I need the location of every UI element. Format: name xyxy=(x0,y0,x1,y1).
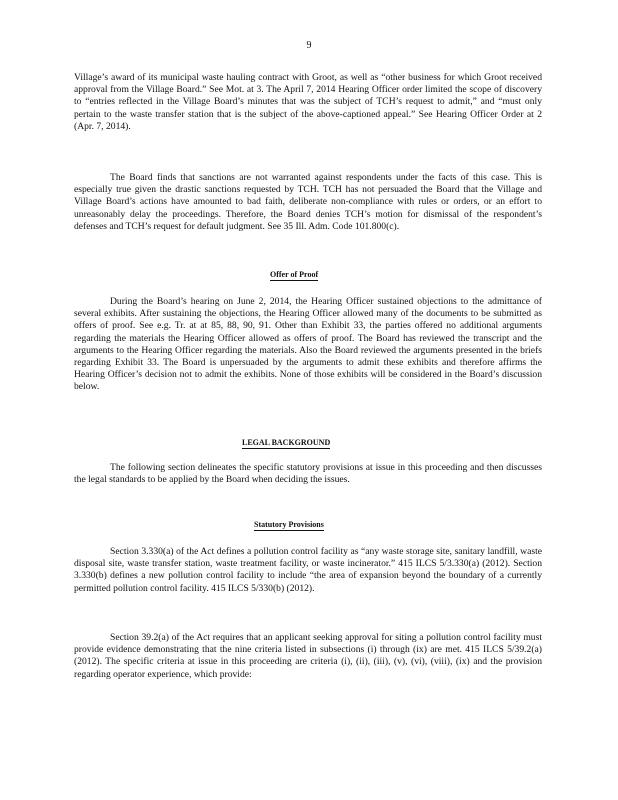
heading-offer-of-proof: Offer of Proof xyxy=(270,270,319,279)
paragraph-text: During the Board’s hearing on June 2, 2014, the Hearing Officer sustained objections to the admittance of several exhibits. After sustaining the objections, the Hearing Officer allowed many of the documents to be submitted as offers of proof. See e.g. Tr. at at 85, 88, 90, 91. Other than Exhibit 33, the parties offered no additional arguments regarding the materials the Hearing Officer allowed as offers of proof. The Board has reviewed the transcript and the arguments to the Hearing Officer regarding the materials. Also the Board reviewed the arguments presented in the briefs regarding Exhibit 33. The Board is unpersuaded by the arguments to admit these exhibits and therefore affirms the Hearing Officer’s decision not to admit the exhibits. None of those exhibits will be considered in the Board’s discussion below. xyxy=(74,296,542,393)
paragraph-legal-background xyxy=(74,462,542,486)
paragraph-section-392 xyxy=(74,632,542,681)
paragraph-section-3330 xyxy=(74,546,542,595)
heading-statutory-provisions: Statutory Provisions xyxy=(254,520,324,529)
paragraph-offer-of-proof xyxy=(74,296,542,394)
paragraph-text: The Board finds that sanctions are not warranted against respondents under the facts of this case. This is especially true given the drastic sanctions requested by TCH. TCH has not persuaded the Board that the Village and Village Board’s actions have amounted to bad faith, deliberate non-compliance with rules or orders, or an effort to unreasonably delay the proceedings. Therefore, the Board denies TCH’s motion for dismissal of the respondent’s defenses and TCH’s request for default judgment. See 35 Ill. Adm. Code 101.800(c). xyxy=(74,172,542,232)
paragraph-text: The following section delineates the specific statutory provisions at issue in this proceeding and then discusses the legal standards to be applied by the Board when deciding the issues. xyxy=(74,462,542,486)
paragraph-text: Section 39.2(a) of the Act requires that an applicant seeking approval for siting a pollution control facility must provide evidence demonstrating that the nine criteria listed in subsections (i) through (ix) are met. 415 ILCS 5/39.2(a) (2012). The specific criteria at issue in this proceeding are criteria (i), (ii), (iii), (v), (vi), (viii), (ix) and the provision regarding operator experience, which provide: xyxy=(74,632,542,680)
paragraph-sanctions xyxy=(74,172,542,233)
paragraph-text: Section 3.330(a) of the Act defines a pollution control facility as “any waste storage site, sanitary landfill, waste disposal site, waste transfer station, waste treatment facility, or waste incinerator.” 415 ILCS 5/3.330(a) (2012). Section 3.330(b) defines a new pollution control facility to include “the area of expansion beyond the boundary of a currently permitted pollution control facility. 415 ILCS 5/330(b) (2012). xyxy=(74,546,542,594)
page-number: 9 xyxy=(306,40,312,51)
paragraph-text: Village’s award of its municipal waste hauling contract with Groot, as well as “other business for which Groot received approval from the Village Board.” See Mot. at 3. The April 7, 2014 Hearing Officer order limited the scope of discovery to “entries reflected in the Village Board’s minutes that was the subject of TCH’s request to admit,” and “must only pertain to the waste transfer station that is the subject of the above-captioned appeal.” See Hearing Officer Order at 2 (Apr. 7, 2014). xyxy=(74,72,542,132)
heading-legal-background: LEGAL BACKGROUND xyxy=(242,438,331,447)
paragraph-village-award xyxy=(74,72,542,133)
